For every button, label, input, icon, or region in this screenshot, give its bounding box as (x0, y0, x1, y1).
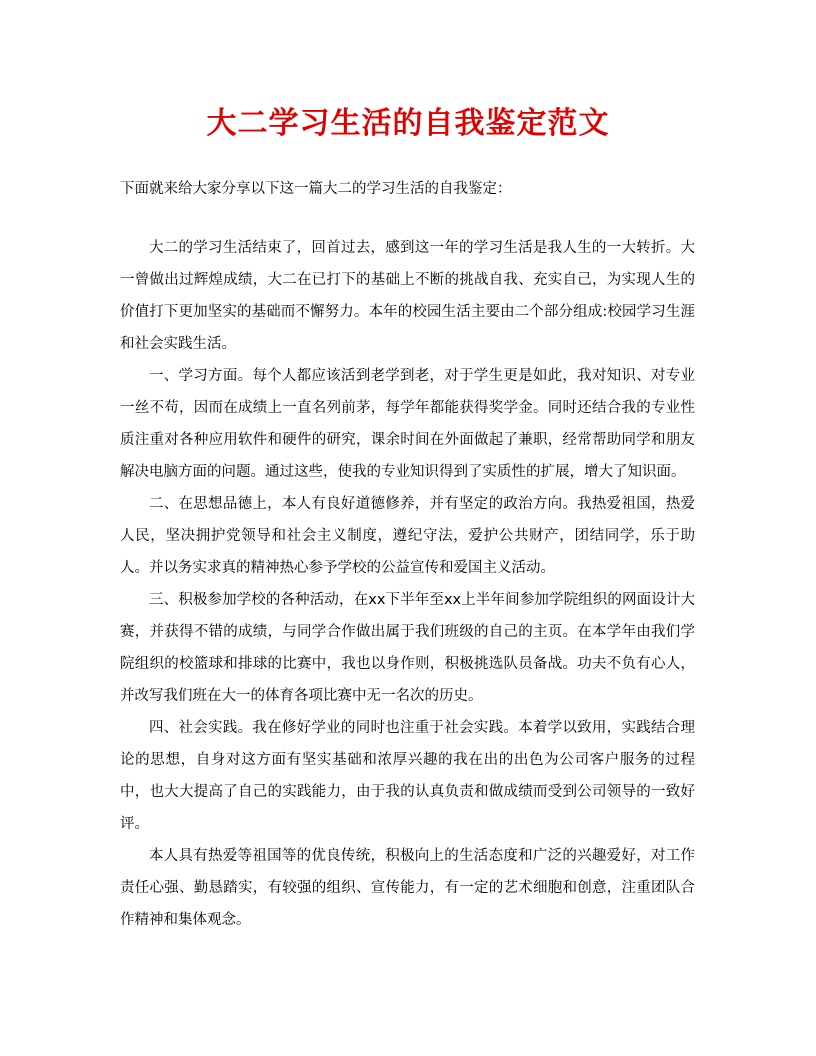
document-title: 大二学习生活的自我鉴定范文 (206, 106, 610, 141)
paragraph-practice: 四、社会实践。我在修好学业的同时也注重于社会实践。本着学以致用，实践结合理论的思想，自身对这方面有坚实基础和浓厚兴趣的我在出的出色为公司客户服务的过程中，也大大提高了自己的实践能力，由于我的认真负责和做成绩而受到公司领导的一致好评。 (120, 720, 695, 832)
document-body (120, 232, 695, 936)
paragraph-activities: 三、积极参加学校的各种活动，在xx下半年至xx上半年间参加学院组织的网面设计大赛，并获得不错的成绩，与同学合作做出属于我们班级的自己的主页。在本学年由我们学院组织的校篮球和排球的比赛中，我也以身作则，积极挑选队员备战。功夫不负有心人，并改写我们班在大一的体育各项比赛中无一名次的历史。 (120, 592, 695, 704)
intro-line: 下面就来给大家分享以下这一篇大二的学习生活的自我鉴定： (120, 181, 512, 197)
paragraph-study: 一、学习方面。每个人都应该活到老学到老，对于学生更是如此，我对知识、对专业一丝不苟，因而在成绩上一直名列前茅，每学年都能获得奖学金。同时还结合我的专业性质注重对各种应用软件和硬件的研究，课余时间在外面做起了兼职，经常帮助同学和朋友解决电脑方面的问题。通过这些，使我的专业知识得到了实质性的扩展，增大了知识面。 (120, 368, 695, 480)
paragraph-overview: 大二的学习生活结束了，回首过去，感到这一年的学习生活是我人生的一大转折。大一曾做出过辉煌成绩，大二在已打下的基础上不断的挑战自我、充实自己，为实现人生的价值打下更加坚实的基础而不懈努力。本年的校园生活主要由二个部分组成:校园学习生涯和社会实践生活。 (120, 240, 695, 352)
paragraph-summary: 本人具有热爱等祖国等的优良传统，积极向上的生活态度和广泛的兴趣爱好，对工作责任心强、勤恳踏实，有较强的组织、宣传能力，有一定的艺术细胞和创意，注重团队合作精神和集体观念。 (120, 848, 695, 928)
paragraph-morality: 二、在思想品德上，本人有良好道德修养，并有坚定的政治方向。我热爱祖国，热爱人民，坚决拥护党领导和社会主义制度，遵纪守法，爱护公共财产，团结同学，乐于助人。并以务实求真的精神热心参予学校的公益宣传和爱国主义活动。 (120, 496, 695, 576)
